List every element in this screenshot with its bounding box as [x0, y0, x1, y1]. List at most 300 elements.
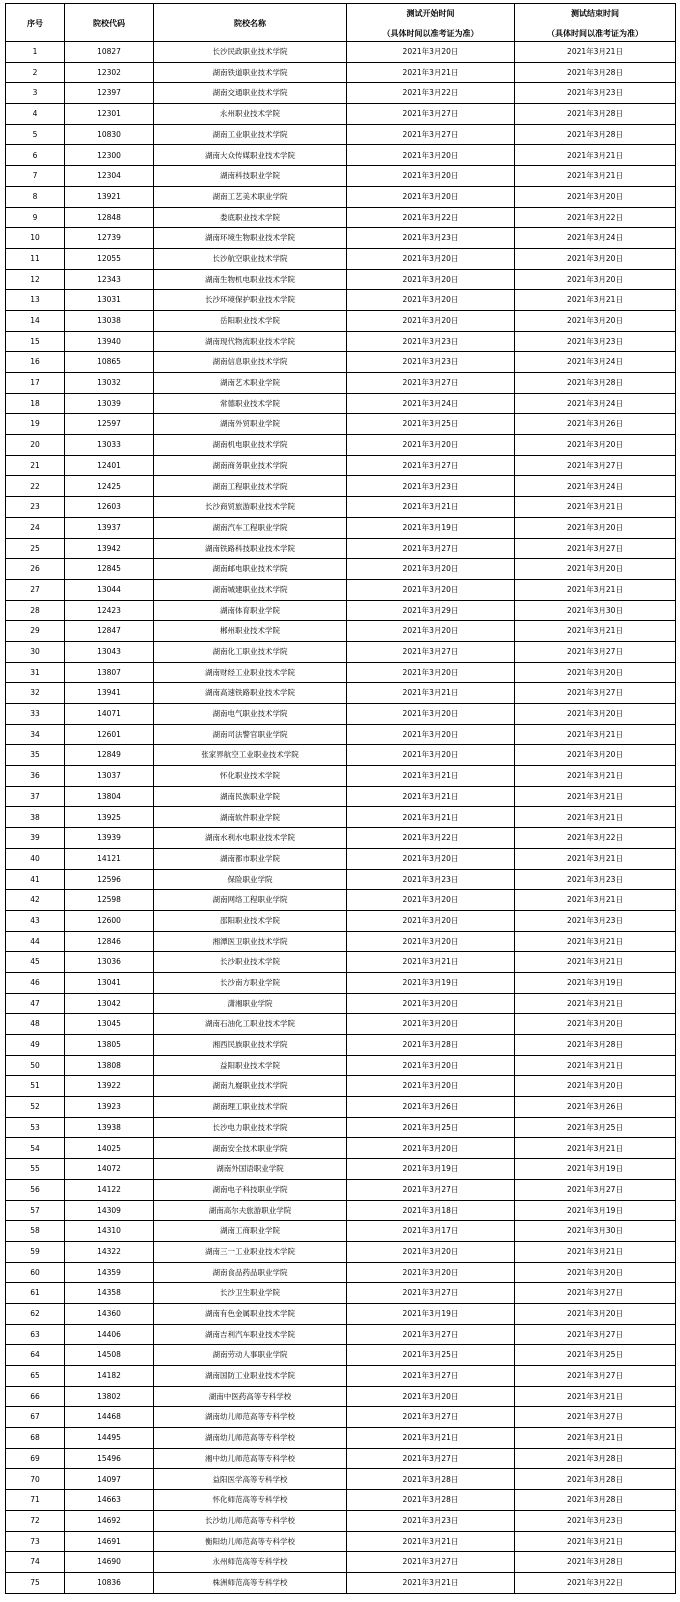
cell-end-date: 2021年3月23日: [515, 1510, 676, 1531]
cell-school-name: 永州职业技术学院: [154, 104, 347, 125]
cell-start-date: 2021年3月20日: [347, 910, 515, 931]
cell-school-name: 湖南高尔夫旅游职业学院: [154, 1200, 347, 1221]
cell-school-name: 湖南都市职业学院: [154, 848, 347, 869]
cell-end-date: 2021年3月20日: [515, 435, 676, 456]
header-end-title: 测试结束时间: [571, 7, 619, 18]
table-row: [6, 145, 676, 166]
table-row: [6, 455, 676, 476]
table-row: [6, 1469, 676, 1490]
cell-school-code: 14359: [65, 1262, 154, 1283]
cell-school-code: 12845: [65, 559, 154, 580]
cell-start-date: 2021年3月22日: [347, 828, 515, 849]
cell-start-date: 2021年3月28日: [347, 1469, 515, 1490]
cell-end-date: 2021年3月20日: [515, 1262, 676, 1283]
cell-school-name: 长沙幼儿师范高等专科学校: [154, 1510, 347, 1531]
cell-end-date: 2021年3月19日: [515, 972, 676, 993]
cell-end-date: 2021年3月20日: [515, 517, 676, 538]
cell-school-name: 长沙南方职业学院: [154, 972, 347, 993]
cell-school-name: 常德职业技术学院: [154, 393, 347, 414]
cell-start-date: 2021年3月20日: [347, 1386, 515, 1407]
table-row: [6, 1303, 676, 1324]
table-row: [6, 1221, 676, 1242]
cell-end-date: 2021年3月21日: [515, 166, 676, 187]
cell-school-code: 13942: [65, 538, 154, 559]
cell-school-code: 14663: [65, 1490, 154, 1511]
cell-school-code: 13940: [65, 331, 154, 352]
table-row: [6, 724, 676, 745]
cell-school-name: 娄底职业技术学院: [154, 207, 347, 228]
table-row: [6, 704, 676, 725]
cell-school-name: 岳阳职业技术学院: [154, 310, 347, 331]
cell-school-name: 长沙航空职业技术学院: [154, 248, 347, 269]
cell-end-date: 2021年3月27日: [515, 1283, 676, 1304]
cell-school-name: 湘中幼儿师范高等专科学校: [154, 1448, 347, 1469]
table-row: [6, 931, 676, 952]
cell-end-date: 2021年3月21日: [515, 786, 676, 807]
cell-school-name: 湖南铁路科技职业技术学院: [154, 538, 347, 559]
cell-seq: 29: [6, 621, 65, 642]
table-row: [6, 952, 676, 973]
cell-school-code: 12343: [65, 269, 154, 290]
cell-school-code: 14025: [65, 1138, 154, 1159]
cell-school-name: 湖南商务职业技术学院: [154, 455, 347, 476]
cell-school-code: 13037: [65, 766, 154, 787]
table-row: [6, 1510, 676, 1531]
cell-start-date: 2021年3月22日: [347, 83, 515, 104]
cell-school-code: 13031: [65, 290, 154, 311]
cell-end-date: 2021年3月20日: [515, 559, 676, 580]
cell-start-date: 2021年3月19日: [347, 517, 515, 538]
cell-start-date: 2021年3月27日: [347, 1283, 515, 1304]
cell-school-name: 湖南三一工业职业技术学院: [154, 1241, 347, 1262]
cell-school-name: 湖南软件职业学院: [154, 807, 347, 828]
cell-seq: 51: [6, 1076, 65, 1097]
cell-end-date: 2021年3月20日: [515, 704, 676, 725]
cell-end-date: 2021年3月27日: [515, 538, 676, 559]
cell-school-code: 10827: [65, 42, 154, 63]
cell-school-code: 13042: [65, 993, 154, 1014]
table-row: [6, 269, 676, 290]
table-row: [6, 1428, 676, 1449]
cell-start-date: 2021年3月21日: [347, 786, 515, 807]
cell-school-code: 14322: [65, 1241, 154, 1262]
table-row: [6, 890, 676, 911]
cell-school-name: 湘西民族职业技术学院: [154, 1035, 347, 1056]
cell-end-date: 2021年3月21日: [515, 890, 676, 911]
cell-end-date: 2021年3月24日: [515, 228, 676, 249]
cell-seq: 2: [6, 62, 65, 83]
cell-end-date: 2021年3月21日: [515, 1531, 676, 1552]
cell-start-date: 2021年3月25日: [347, 414, 515, 435]
table-row: [6, 248, 676, 269]
cell-seq: 71: [6, 1490, 65, 1511]
cell-seq: 48: [6, 1014, 65, 1035]
cell-seq: 4: [6, 104, 65, 125]
cell-school-code: 13032: [65, 373, 154, 394]
cell-end-date: 2021年3月21日: [515, 848, 676, 869]
cell-school-name: 湖南有色金属职业技术学院: [154, 1303, 347, 1324]
cell-start-date: 2021年3月27日: [347, 1366, 515, 1387]
table-row: [6, 1262, 676, 1283]
cell-start-date: 2021年3月27日: [347, 104, 515, 125]
cell-school-code: 12846: [65, 931, 154, 952]
cell-school-name: 湖南信息职业技术学院: [154, 352, 347, 373]
cell-start-date: 2021年3月21日: [347, 1572, 515, 1593]
cell-end-date: 2021年3月24日: [515, 352, 676, 373]
table-row: [6, 166, 676, 187]
cell-seq: 68: [6, 1428, 65, 1449]
cell-end-date: 2021年3月21日: [515, 807, 676, 828]
cell-seq: 1: [6, 42, 65, 63]
header-start-title: 测试开始时间: [406, 7, 455, 18]
cell-end-date: 2021年3月22日: [515, 828, 676, 849]
cell-start-date: 2021年3月27日: [347, 1324, 515, 1345]
cell-seq: 49: [6, 1035, 65, 1056]
cell-start-date: 2021年3月19日: [347, 972, 515, 993]
cell-start-date: 2021年3月20日: [347, 1055, 515, 1076]
cell-seq: 12: [6, 269, 65, 290]
cell-seq: 11: [6, 248, 65, 269]
cell-start-date: 2021年3月20日: [347, 186, 515, 207]
cell-start-date: 2021年3月27日: [347, 455, 515, 476]
cell-start-date: 2021年3月20日: [347, 559, 515, 580]
cell-school-name: 湖南网络工程职业学院: [154, 890, 347, 911]
cell-school-code: 14072: [65, 1159, 154, 1180]
cell-start-date: 2021年3月23日: [347, 352, 515, 373]
cell-seq: 19: [6, 414, 65, 435]
cell-end-date: 2021年3月27日: [515, 1407, 676, 1428]
cell-start-date: 2021年3月21日: [347, 62, 515, 83]
cell-seq: 41: [6, 869, 65, 890]
cell-school-name: 怀化职业技术学院: [154, 766, 347, 787]
cell-seq: 32: [6, 683, 65, 704]
cell-end-date: 2021年3月21日: [515, 993, 676, 1014]
cell-start-date: 2021年3月20日: [347, 1241, 515, 1262]
cell-school-name: 湖南化工职业技术学院: [154, 641, 347, 662]
cell-seq: 55: [6, 1159, 65, 1180]
table-row: [6, 1531, 676, 1552]
cell-seq: 28: [6, 600, 65, 621]
cell-start-date: 2021年3月20日: [347, 1014, 515, 1035]
cell-seq: 15: [6, 331, 65, 352]
cell-school-code: 13045: [65, 1014, 154, 1035]
cell-end-date: 2021年3月21日: [515, 1055, 676, 1076]
cell-seq: 26: [6, 559, 65, 580]
cell-school-code: 13807: [65, 662, 154, 683]
table-row: [6, 641, 676, 662]
table-row: [6, 848, 676, 869]
cell-end-date: 2021年3月20日: [515, 662, 676, 683]
cell-school-name: 湖南邮电职业技术学院: [154, 559, 347, 580]
table-row: [6, 1138, 676, 1159]
cell-start-date: 2021年3月20日: [347, 931, 515, 952]
cell-school-name: 湖南吉利汽车职业技术学院: [154, 1324, 347, 1345]
cell-seq: 8: [6, 186, 65, 207]
cell-school-name: 湘潭医卫职业技术学院: [154, 931, 347, 952]
cell-start-date: 2021年3月28日: [347, 1035, 515, 1056]
cell-school-name: 长沙民政职业技术学院: [154, 42, 347, 63]
cell-end-date: 2021年3月20日: [515, 269, 676, 290]
cell-start-date: 2021年3月20日: [347, 42, 515, 63]
cell-school-code: 13041: [65, 972, 154, 993]
cell-end-date: 2021年3月19日: [515, 1200, 676, 1221]
cell-school-code: 13805: [65, 1035, 154, 1056]
cell-end-date: 2021年3月20日: [515, 1303, 676, 1324]
table-row: [6, 807, 676, 828]
cell-seq: 36: [6, 766, 65, 787]
cell-seq: 73: [6, 1531, 65, 1552]
cell-seq: 35: [6, 745, 65, 766]
cell-school-name: 湖南大众传媒职业技术学院: [154, 145, 347, 166]
cell-school-name: 湖南安全技术职业学院: [154, 1138, 347, 1159]
cell-school-name: 湖南体育职业学院: [154, 600, 347, 621]
cell-end-date: 2021年3月27日: [515, 455, 676, 476]
cell-end-date: 2021年3月28日: [515, 373, 676, 394]
cell-end-date: 2021年3月19日: [515, 1159, 676, 1180]
table-row: [6, 1324, 676, 1345]
table-row: [6, 373, 676, 394]
cell-school-name: 郴州职业技术学院: [154, 621, 347, 642]
cell-school-code: 12300: [65, 145, 154, 166]
cell-school-name: 湖南工程职业技术学院: [154, 476, 347, 497]
cell-start-date: 2021年3月20日: [347, 166, 515, 187]
header-seq: 序号: [6, 4, 65, 42]
cell-seq: 22: [6, 476, 65, 497]
table-row: [6, 1014, 676, 1035]
table-row: [6, 1448, 676, 1469]
cell-end-date: 2021年3月27日: [515, 641, 676, 662]
cell-seq: 27: [6, 579, 65, 600]
cell-start-date: 2021年3月20日: [347, 745, 515, 766]
cell-seq: 44: [6, 931, 65, 952]
cell-school-code: 10836: [65, 1572, 154, 1593]
cell-school-name: 湖南高速铁路职业技术学院: [154, 683, 347, 704]
table-row: [6, 1055, 676, 1076]
cell-seq: 42: [6, 890, 65, 911]
cell-end-date: 2021年3月21日: [515, 1428, 676, 1449]
cell-seq: 63: [6, 1324, 65, 1345]
cell-school-code: 10830: [65, 124, 154, 145]
cell-school-code: 14360: [65, 1303, 154, 1324]
header-school-code: 院校代码: [65, 4, 154, 42]
cell-seq: 21: [6, 455, 65, 476]
cell-school-code: 13939: [65, 828, 154, 849]
cell-seq: 65: [6, 1366, 65, 1387]
cell-end-date: 2021年3月27日: [515, 1324, 676, 1345]
cell-school-name: 邵阳职业技术学院: [154, 910, 347, 931]
cell-start-date: 2021年3月20日: [347, 662, 515, 683]
cell-seq: 75: [6, 1572, 65, 1593]
cell-start-date: 2021年3月26日: [347, 1097, 515, 1118]
cell-end-date: 2021年3月27日: [515, 683, 676, 704]
cell-start-date: 2021年3月27日: [347, 124, 515, 145]
table-row: [6, 476, 676, 497]
cell-end-date: 2021年3月23日: [515, 83, 676, 104]
table-row: [6, 869, 676, 890]
cell-school-name: 湖南司法警官职业学院: [154, 724, 347, 745]
cell-school-name: 湖南石油化工职业技术学院: [154, 1014, 347, 1035]
cell-seq: 56: [6, 1179, 65, 1200]
cell-school-code: 10865: [65, 352, 154, 373]
cell-start-date: 2021年3月27日: [347, 1407, 515, 1428]
cell-end-date: 2021年3月22日: [515, 207, 676, 228]
cell-seq: 62: [6, 1303, 65, 1324]
cell-start-date: 2021年3月21日: [347, 683, 515, 704]
cell-start-date: 2021年3月19日: [347, 1303, 515, 1324]
cell-end-date: 2021年3月23日: [515, 869, 676, 890]
cell-start-date: 2021年3月21日: [347, 766, 515, 787]
cell-school-name: 湖南科技职业学院: [154, 166, 347, 187]
cell-end-date: 2021年3月21日: [515, 931, 676, 952]
cell-start-date: 2021年3月20日: [347, 621, 515, 642]
cell-school-name: 潇湘职业学院: [154, 993, 347, 1014]
cell-seq: 31: [6, 662, 65, 683]
cell-school-code: 12600: [65, 910, 154, 931]
cell-start-date: 2021年3月28日: [347, 1490, 515, 1511]
cell-school-code: 15496: [65, 1448, 154, 1469]
table-row: [6, 1200, 676, 1221]
header-school-name: 院校名称: [154, 4, 347, 42]
cell-start-date: 2021年3月20日: [347, 1262, 515, 1283]
cell-school-name: 湖南艺术职业学院: [154, 373, 347, 394]
cell-start-date: 2021年3月29日: [347, 600, 515, 621]
cell-seq: 50: [6, 1055, 65, 1076]
cell-end-date: 2021年3月21日: [515, 621, 676, 642]
cell-end-date: 2021年3月21日: [515, 497, 676, 518]
cell-seq: 64: [6, 1345, 65, 1366]
cell-end-date: 2021年3月21日: [515, 1386, 676, 1407]
cell-end-date: 2021年3月20日: [515, 186, 676, 207]
cell-school-code: 14122: [65, 1179, 154, 1200]
cell-school-code: 14508: [65, 1345, 154, 1366]
cell-school-name: 保险职业学院: [154, 869, 347, 890]
cell-start-date: 2021年3月20日: [347, 248, 515, 269]
cell-end-date: 2021年3月21日: [515, 724, 676, 745]
cell-seq: 45: [6, 952, 65, 973]
cell-school-name: 湖南工商职业学院: [154, 1221, 347, 1242]
cell-school-name: 湖南工艺美术职业学院: [154, 186, 347, 207]
cell-seq: 70: [6, 1469, 65, 1490]
table-row: [6, 517, 676, 538]
cell-seq: 24: [6, 517, 65, 538]
cell-school-code: 14309: [65, 1200, 154, 1221]
cell-start-date: 2021年3月27日: [347, 538, 515, 559]
table-row: [6, 1117, 676, 1138]
cell-school-code: 12848: [65, 207, 154, 228]
cell-end-date: 2021年3月21日: [515, 42, 676, 63]
cell-seq: 60: [6, 1262, 65, 1283]
cell-end-date: 2021年3月30日: [515, 1221, 676, 1242]
cell-school-name: 株洲师范高等专科学校: [154, 1572, 347, 1593]
cell-seq: 46: [6, 972, 65, 993]
table-row: [6, 331, 676, 352]
cell-school-code: 13808: [65, 1055, 154, 1076]
cell-school-code: 13038: [65, 310, 154, 331]
cell-school-name: 湖南生物机电职业技术学院: [154, 269, 347, 290]
cell-seq: 39: [6, 828, 65, 849]
cell-seq: 33: [6, 704, 65, 725]
cell-school-name: 湖南食品药品职业学院: [154, 1262, 347, 1283]
table-row: [6, 621, 676, 642]
cell-start-date: 2021年3月27日: [347, 1448, 515, 1469]
table-row: [6, 1386, 676, 1407]
cell-start-date: 2021年3月18日: [347, 1200, 515, 1221]
cell-start-date: 2021年3月21日: [347, 497, 515, 518]
cell-end-date: 2021年3月24日: [515, 476, 676, 497]
schedule-sheet: [5, 3, 675, 1594]
table-row: [6, 600, 676, 621]
cell-end-date: 2021年3月28日: [515, 1035, 676, 1056]
cell-end-date: 2021年3月21日: [515, 1138, 676, 1159]
header-row: [6, 4, 676, 42]
cell-end-date: 2021年3月21日: [515, 766, 676, 787]
cell-start-date: 2021年3月20日: [347, 848, 515, 869]
cell-seq: 58: [6, 1221, 65, 1242]
cell-seq: 72: [6, 1510, 65, 1531]
cell-school-code: 13938: [65, 1117, 154, 1138]
table-row: [6, 42, 676, 63]
schedule-table: [5, 3, 676, 1594]
cell-start-date: 2021年3月23日: [347, 476, 515, 497]
cell-school-code: 14358: [65, 1283, 154, 1304]
cell-school-name: 长沙电力职业技术学院: [154, 1117, 347, 1138]
cell-seq: 61: [6, 1283, 65, 1304]
cell-school-name: 长沙环境保护职业技术学院: [154, 290, 347, 311]
cell-start-date: 2021年3月23日: [347, 331, 515, 352]
cell-school-name: 湖南中医药高等专科学校: [154, 1386, 347, 1407]
cell-start-date: 2021年3月20日: [347, 269, 515, 290]
cell-school-code: 14071: [65, 704, 154, 725]
cell-end-date: 2021年3月28日: [515, 1552, 676, 1573]
cell-seq: 40: [6, 848, 65, 869]
cell-school-name: 湖南劳动人事职业学院: [154, 1345, 347, 1366]
header-end-time: [515, 4, 676, 42]
cell-school-code: 13921: [65, 186, 154, 207]
table-row: [6, 683, 676, 704]
cell-start-date: 2021年3月22日: [347, 207, 515, 228]
cell-seq: 57: [6, 1200, 65, 1221]
table-row: [6, 579, 676, 600]
cell-end-date: 2021年3月30日: [515, 600, 676, 621]
cell-seq: 37: [6, 786, 65, 807]
table-row: [6, 1572, 676, 1593]
cell-school-name: 湖南外国语职业学院: [154, 1159, 347, 1180]
table-row: [6, 538, 676, 559]
cell-school-code: 14310: [65, 1221, 154, 1242]
table-row: [6, 393, 676, 414]
cell-school-name: 湖南外贸职业学院: [154, 414, 347, 435]
cell-seq: 5: [6, 124, 65, 145]
table-row: [6, 786, 676, 807]
cell-start-date: 2021年3月20日: [347, 1138, 515, 1159]
table-row: [6, 414, 676, 435]
cell-school-name: 湖南铁道职业技术学院: [154, 62, 347, 83]
table-row: [6, 1552, 676, 1573]
table-row: [6, 497, 676, 518]
table-row: [6, 352, 676, 373]
cell-start-date: 2021年3月23日: [347, 228, 515, 249]
cell-seq: 69: [6, 1448, 65, 1469]
cell-school-code: 13802: [65, 1386, 154, 1407]
table-row: [6, 435, 676, 456]
cell-start-date: 2021年3月27日: [347, 373, 515, 394]
table-row: [6, 1097, 676, 1118]
cell-school-code: 12847: [65, 621, 154, 642]
cell-start-date: 2021年3月17日: [347, 1221, 515, 1242]
cell-end-date: 2021年3月26日: [515, 1097, 676, 1118]
cell-school-code: 12739: [65, 228, 154, 249]
cell-school-code: 13033: [65, 435, 154, 456]
